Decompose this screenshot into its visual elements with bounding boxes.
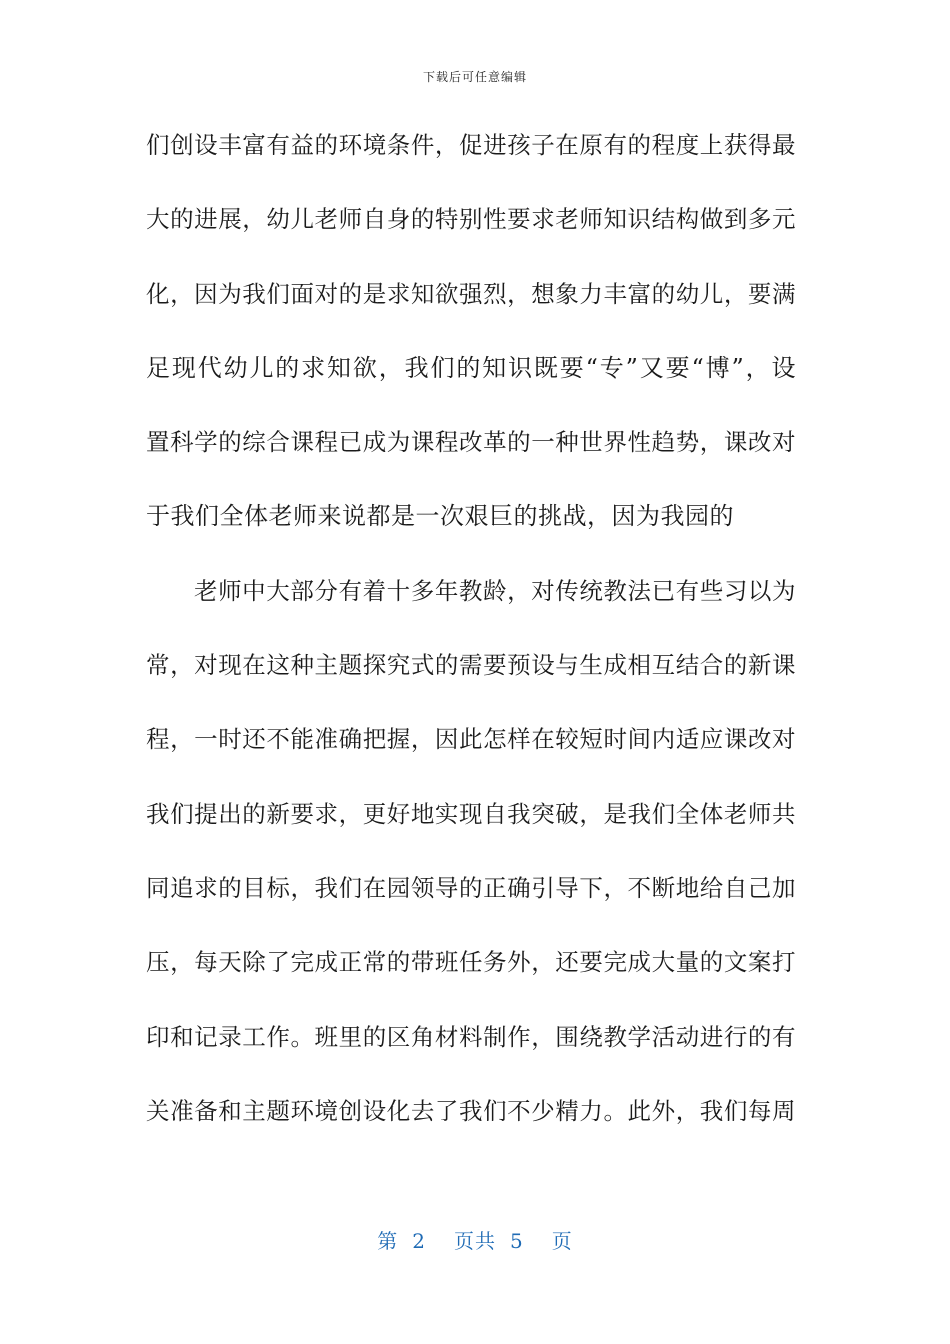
text-line: 们创设丰富有益的环境条件，促进孩子在原有的程度上获得最 xyxy=(146,131,796,159)
text-line: 化，因为我们面对的是求知欲强烈，想象力丰富的幼儿，要满 xyxy=(146,279,796,308)
text-line: 同追求的目标，我们在园领导的正确引导下，不断地给自己加 xyxy=(146,873,796,902)
footer-prefix: 第 xyxy=(377,1229,399,1253)
footer-suffix: 页 xyxy=(551,1229,573,1253)
text-line: 置科学的综合课程已成为课程改革的一种世界性趋势，课改对 xyxy=(146,428,796,457)
text-line: 于我们全体老师来说都是一次艰巨的挑战，因为我园的 xyxy=(146,502,734,531)
page-footer xyxy=(0,1225,950,1254)
footer-middle: 页共 xyxy=(454,1229,496,1253)
text-line: 常，对现在这种主题探究式的需要预设与生成相互结合的新课 xyxy=(146,651,796,680)
text-line: 我们提出的新要求，更好地实现自我突破，是我们全体老师共 xyxy=(146,799,796,828)
text-line: 足现代幼儿的求知欲，我们的知识既要“专”又要“博”，设 xyxy=(146,353,796,382)
current-page-number: 2 xyxy=(412,1229,426,1253)
text-line: 老师中大部分有着十多年教龄，对传统教法已有些习以为 xyxy=(194,576,796,605)
text-line: 大的进展，幼儿老师自身的特别性要求老师知识结构做到多元 xyxy=(146,205,796,234)
page-header: 下载后可任意编辑 xyxy=(422,70,527,84)
text-line: 印和记录工作。班里的区角材料制作，围绕教学活动进行的有 xyxy=(146,1022,796,1051)
text-line: 关准备和主题环境创设化去了我们不少精力。此外，我们每周 xyxy=(146,1096,796,1125)
document-body xyxy=(146,125,796,1165)
total-pages-number: 5 xyxy=(510,1229,524,1253)
text-line: 程，一时还不能准确把握，因此怎样在较短时间内适应课改对 xyxy=(146,725,796,754)
text-line: 压，每天除了完成正常的带班任务外，还要完成大量的文案打 xyxy=(146,948,796,977)
